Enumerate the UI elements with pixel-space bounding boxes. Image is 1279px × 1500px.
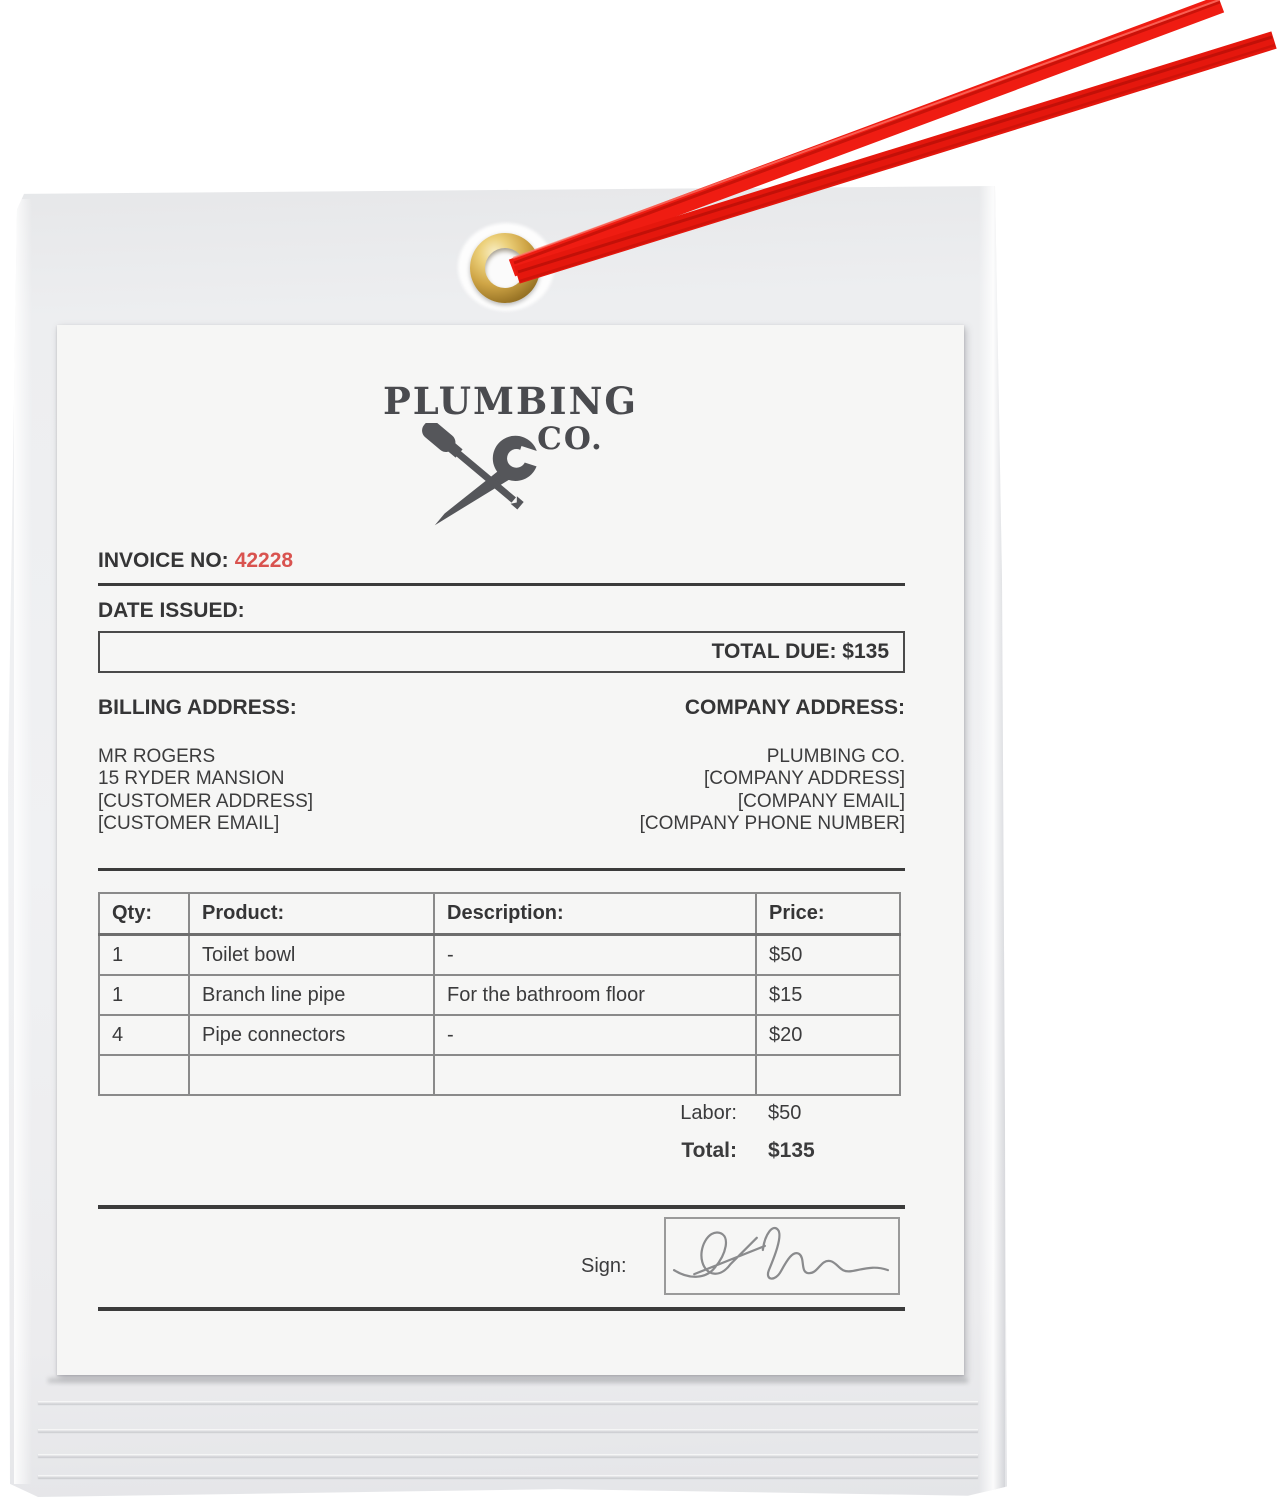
billing-address-label: BILLING ADDRESS: [98, 696, 297, 719]
billing-line: [CUSTOMER EMAIL] [98, 813, 280, 834]
cell-qty: 1 [99, 975, 189, 1015]
sleeve-crease [38, 1401, 978, 1404]
sign-label: Sign: [581, 1255, 627, 1277]
price-header: Price: [756, 893, 900, 935]
cell-qty: 1 [99, 935, 189, 976]
divider-rule [98, 583, 905, 586]
sleeve-crease [38, 1429, 978, 1432]
cell-price: $15 [756, 975, 900, 1015]
invoice-paper [57, 325, 964, 1375]
cell-price: $50 [756, 935, 900, 976]
cell-description: - [434, 935, 756, 976]
total-due-text: TOTAL DUE: $135 [711, 640, 889, 663]
logo-subtitle: CO. [537, 421, 604, 457]
billing-line: MR ROGERS [98, 745, 216, 767]
cell-price [756, 1055, 900, 1095]
total-value: $135 [768, 1139, 815, 1162]
description-header: Description: [434, 893, 756, 935]
cell-price: $20 [756, 1015, 900, 1055]
divider-rule [98, 1307, 905, 1311]
company-line: PLUMBING CO. [766, 745, 905, 767]
table-row [99, 975, 900, 1015]
line-items-table [98, 892, 901, 1096]
cell-description: For the bathroom floor [434, 975, 756, 1015]
labor-label: Labor: [680, 1102, 737, 1124]
table-row [99, 935, 900, 976]
sleeve-crease [38, 1454, 978, 1457]
cell-product [189, 1055, 434, 1095]
billing-line: [CUSTOMER ADDRESS] [98, 790, 314, 812]
cell-description: - [434, 1015, 756, 1055]
company-address-block [640, 697, 905, 836]
logo-title: PLUMBING [382, 379, 639, 423]
cell-qty: 4 [99, 1015, 189, 1055]
table-header-row [99, 893, 900, 935]
labor-value: $50 [768, 1102, 802, 1124]
date-issued-label: DATE ISSUED: [98, 599, 245, 622]
company-address-label: COMPANY ADDRESS: [684, 696, 905, 719]
cell-product: Branch line pipe [189, 975, 434, 1015]
cell-product: Pipe connectors [189, 1015, 434, 1055]
invoice-number-label: INVOICE NO: [98, 549, 229, 572]
company-line: [COMPANY ADDRESS] [704, 768, 905, 789]
table-row-empty [99, 1055, 900, 1095]
total-due-box [98, 631, 905, 673]
crossed-wrench-screwdriver-icon [417, 423, 545, 539]
product-header: Product: [189, 893, 434, 935]
cell-qty [99, 1055, 189, 1095]
signature-box [664, 1217, 900, 1295]
divider-rule [98, 1205, 905, 1209]
invoice-number-value: 42228 [234, 549, 294, 572]
invoice-number-line [98, 549, 293, 573]
cell-product: Toilet bowl [189, 935, 434, 976]
company-line: [COMPANY PHONE NUMBER] [639, 813, 905, 834]
signature [666, 1219, 898, 1293]
table-row [99, 1015, 900, 1055]
cell-description [434, 1055, 756, 1095]
paper-edge-shadow [48, 1378, 968, 1383]
billing-address-block [98, 697, 313, 836]
company-line: [COMPANY EMAIL] [737, 790, 905, 812]
qty-header: Qty: [99, 893, 189, 935]
billing-line: 15 RYDER MANSION [98, 768, 285, 789]
total-label: Total: [681, 1139, 737, 1162]
divider-rule [98, 868, 905, 871]
sleeve-crease [38, 1475, 978, 1478]
brass-grommet [470, 233, 540, 303]
company-logo [57, 379, 964, 539]
